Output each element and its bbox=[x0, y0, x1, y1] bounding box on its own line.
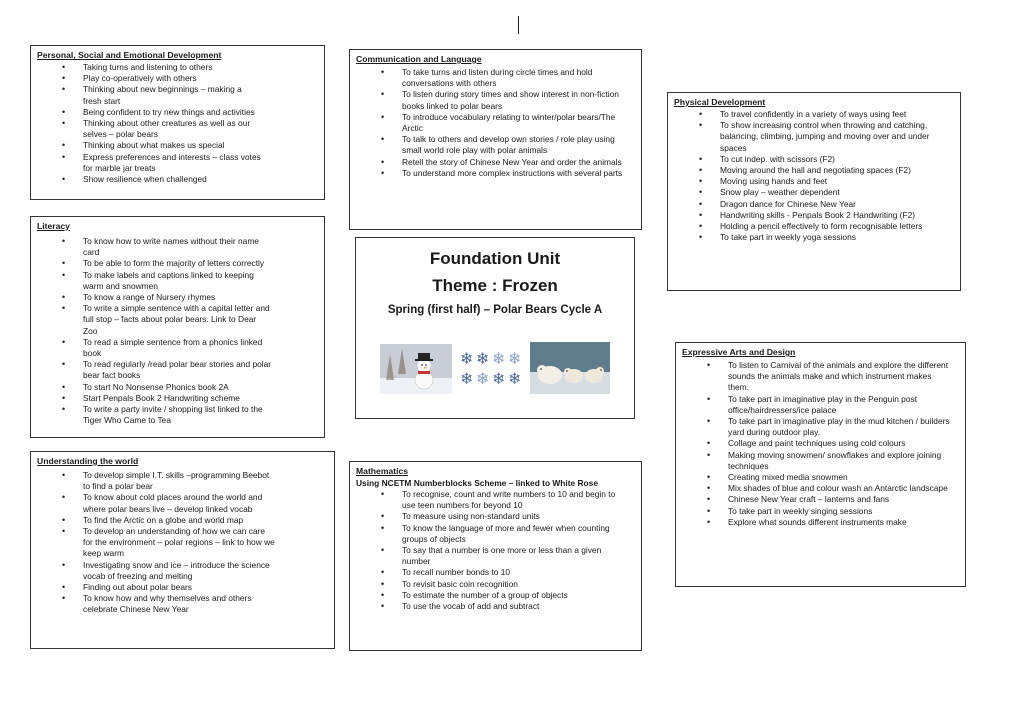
list-item: • Play co-operatively with others bbox=[37, 73, 262, 84]
ead-box bbox=[675, 342, 966, 587]
list-item: • To say that a number is one more or less than a given number bbox=[356, 545, 626, 567]
list-item: • To take part in weekly yoga sessions bbox=[674, 232, 956, 243]
physical-title: Physical Development bbox=[674, 97, 766, 107]
svg-text:❄: ❄ bbox=[508, 349, 522, 368]
list-item: • To write a simple sentence with a capital letter and full stop – facts about polar bears. Link to Dear Zoo bbox=[37, 303, 272, 337]
list-item: • Snow play – weather dependent bbox=[674, 187, 956, 198]
literacy-title: Literacy bbox=[37, 221, 70, 231]
list-item: • To recall number bonds to 10 bbox=[356, 567, 626, 578]
list-item: • To know a range of Nursery rhymes bbox=[37, 292, 272, 303]
svg-text:❄: ❄ bbox=[492, 369, 506, 388]
ead-list bbox=[682, 360, 952, 528]
utw-title: Understanding the world bbox=[37, 456, 139, 466]
maths-box bbox=[349, 461, 642, 651]
list-item: • Making moving snowmen/ snowflakes and explore joining techniques bbox=[682, 450, 952, 472]
list-item: • To take part in imaginative play in the mud kitchen / builders yard during outdoor play. bbox=[682, 416, 952, 438]
theme-title: Theme : Frozen bbox=[432, 276, 558, 295]
list-item: • Start Penpals Book 2 Handwriting scheme bbox=[37, 393, 272, 404]
list-item: • To show increasing control when throwing and catching, balancing, climbing, jumping and moving over and under spaces bbox=[674, 120, 956, 154]
maths-list bbox=[356, 489, 626, 612]
list-item: • To use the vocab of add and subtract bbox=[356, 601, 626, 612]
list-item: • To take turns and listen during circle times and hold conversations with others bbox=[356, 67, 626, 89]
list-item: • Dragon dance for Chinese New Year bbox=[674, 199, 956, 210]
pse-box bbox=[30, 45, 325, 200]
list-item: • Finding out about polar bears bbox=[37, 582, 277, 593]
list-item: • To revisit basic coin recognition bbox=[356, 579, 626, 590]
list-item: • Thinking about what makes us special bbox=[37, 140, 262, 151]
title-box bbox=[355, 237, 635, 419]
list-item: • Creating mixed media snowmen bbox=[682, 472, 952, 483]
list-item: • Retell the story of Chinese New Year and order the animals bbox=[356, 157, 626, 168]
list-item: • Thinking about other creatures as well as our selves – polar bears bbox=[37, 118, 262, 140]
list-item: • To listen to Carnival of the animals and explore the different sounds the animals make and which instrument makes them. bbox=[682, 360, 952, 394]
ead-title: Expressive Arts and Design bbox=[682, 347, 796, 357]
physical-list bbox=[674, 109, 956, 243]
snowflakes-image bbox=[458, 348, 528, 388]
list-item: • To develop simple I.T. skills –programming Beebot to find a polar bear bbox=[37, 470, 277, 492]
list-item: • Moving around the hall and negotiating spaces (F2) bbox=[674, 165, 956, 176]
list-item: • Taking turns and listening to others bbox=[37, 62, 262, 73]
pse-title: Personal, Social and Emotional Development bbox=[37, 50, 222, 60]
list-item: • To read a simple sentence from a phonics linked book bbox=[37, 337, 272, 359]
list-item: • To take part in weekly singing sessions bbox=[682, 506, 952, 517]
svg-text:❄: ❄ bbox=[508, 369, 522, 388]
svg-text:❄: ❄ bbox=[476, 349, 490, 368]
list-item: • Holding a pencil effectively to form recognisable letters bbox=[674, 221, 956, 232]
maths-subtitle: Using NCETM Numberblocks Scheme – linked to White Rose bbox=[356, 478, 598, 488]
list-item: • To find the Arctic on a globe and world map bbox=[37, 515, 277, 526]
list-item: • Moving using hands and feet bbox=[674, 176, 956, 187]
literacy-list bbox=[37, 236, 272, 426]
snowman-image bbox=[380, 344, 452, 394]
list-item: • Show resilience when challenged bbox=[37, 174, 262, 185]
list-item: • To travel confidently in a variety of ways using feet bbox=[674, 109, 956, 120]
text-cursor bbox=[518, 16, 519, 34]
list-item: • Mix shades of blue and colour wash an Antarctic landscape bbox=[682, 483, 952, 494]
list-item: • To read regularly /read polar bear stories and polar bear fact books bbox=[37, 359, 272, 381]
list-item: • To listen during story times and show interest in non-fiction books linked to polar bears bbox=[356, 89, 626, 111]
list-item: • To develop an understanding of how we can care for the environment – polar regions – link to how we keep warm bbox=[37, 526, 277, 560]
pse-list bbox=[37, 62, 262, 185]
term-subtitle: Spring (first half) – Polar Bears Cycle A bbox=[387, 304, 603, 316]
literacy-box bbox=[30, 216, 325, 438]
list-item: • To recognise, count and write numbers to 10 and begin to use teen numbers for beyond 10 bbox=[356, 489, 626, 511]
list-item: • Thinking about new beginnings – making a fresh start bbox=[37, 84, 262, 106]
list-item: • To talk to others and develop own stories / role play using small world role play with polar animals bbox=[356, 134, 626, 156]
svg-text:❄: ❄ bbox=[476, 369, 490, 388]
communication-box bbox=[349, 49, 642, 230]
communication-title: Communication and Language bbox=[356, 54, 482, 64]
list-item: • Express preferences and interests – class votes for marble jar treats bbox=[37, 152, 262, 174]
svg-text:❄: ❄ bbox=[460, 349, 474, 368]
list-item: • Collage and paint techniques using cold colours bbox=[682, 438, 952, 449]
list-item: • To know about cold places around the world and where polar bears live – develop linked vocab bbox=[37, 492, 277, 514]
polar-bears-image bbox=[530, 342, 610, 394]
physical-box bbox=[667, 92, 961, 291]
list-item: • To understand more complex instructions with several parts bbox=[356, 168, 626, 179]
list-item: • Chinese New Year craft – lanterns and fans bbox=[682, 494, 952, 505]
svg-text:❄: ❄ bbox=[492, 349, 506, 368]
list-item: • To make labels and captions linked to keeping warm and snowmen bbox=[37, 270, 272, 292]
list-item: • To estimate the number of a group of objects bbox=[356, 590, 626, 601]
list-item: • To introduce vocabulary relating to winter/polar bears/The Arctic bbox=[356, 112, 626, 134]
list-item: • Being confident to try new things and activities bbox=[37, 107, 262, 118]
utw-list bbox=[37, 470, 277, 616]
list-item: • Handwriting skills - Penpals Book 2 Handwriting (F2) bbox=[674, 210, 956, 221]
list-item: • Explore what sounds different instruments make bbox=[682, 517, 952, 528]
maths-title: Mathematics bbox=[356, 466, 409, 476]
list-item: • To take part in imaginative play in the Penguin post office/hairdressers/ice palace bbox=[682, 394, 952, 416]
svg-text:❄: ❄ bbox=[460, 369, 474, 388]
communication-list bbox=[356, 67, 626, 179]
list-item: • To write a party invite / shopping list linked to the Tiger Who Came to Tea bbox=[37, 404, 272, 426]
list-item: • To know how to write names without their name card bbox=[37, 236, 272, 258]
utw-box bbox=[30, 451, 335, 649]
list-item: • Investigating snow and ice – introduce the science vocab of freezing and melting bbox=[37, 560, 277, 582]
unit-title: Foundation Unit bbox=[429, 249, 561, 268]
list-item: • To know how and why themselves and others celebrate Chinese New Year bbox=[37, 593, 277, 615]
list-item: • To know the language of more and fewer when counting groups of objects bbox=[356, 523, 626, 545]
list-item: • To start No Nonsense Phonics book 2A bbox=[37, 382, 272, 393]
list-item: • To be able to form the majority of letters correctly bbox=[37, 258, 272, 269]
list-item: • To cut indep. with scissors (F2) bbox=[674, 154, 956, 165]
list-item: • To measure using non-standard units bbox=[356, 511, 626, 522]
